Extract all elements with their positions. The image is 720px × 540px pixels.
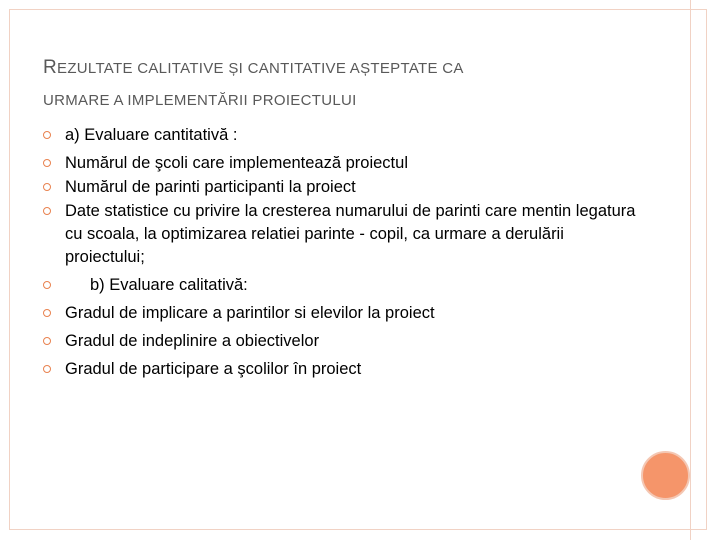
list-item-text: b) Evaluare calitativă:: [90, 276, 248, 294]
list-item: [43, 124, 643, 147]
list-item: [43, 358, 643, 381]
list-item: [43, 330, 643, 353]
list-item: [43, 274, 643, 297]
circle-bullet-icon: [43, 159, 51, 167]
slide-title: [43, 52, 663, 117]
list-item-text: Gradul de implicare a parintilor si elevilor la proiect: [65, 304, 435, 322]
circle-bullet-icon: [43, 183, 51, 191]
bullet-list: [43, 124, 643, 386]
circle-bullet-icon: [43, 365, 51, 373]
list-item-text: Numărul de şcoli care implementează proiectul: [65, 154, 408, 172]
circle-bullet-icon: [43, 207, 51, 215]
list-item: [43, 302, 643, 325]
circle-bullet-icon: [43, 337, 51, 345]
list-item-text: Gradul de participare a şcolilor în proiect: [65, 360, 362, 378]
title-line-1-text: EZULTATE CALITATIVE ȘI CANTITATIVE AȘTEPTATE CA: [57, 60, 464, 77]
title-initial: R: [43, 57, 58, 78]
list-item-text: Numărul de parinti participanti la proiect: [65, 178, 356, 196]
circle-bullet-icon: [43, 131, 51, 139]
list-item: [43, 176, 643, 199]
circle-bullet-icon: [43, 309, 51, 317]
title-line-2: URMARE A IMPLEMENTĂRII PROIECTULUI: [43, 92, 357, 109]
decorative-vertical-line: [690, 0, 691, 540]
title-line-1: [43, 52, 663, 85]
circle-bullet-icon: [43, 281, 51, 289]
list-item-text: Date statistice cu privire la cresterea numarului de parinti care mentin legatura cu scoala, la optimizarea relatiei parinte - copil, ca urmare a derulării proiectului;: [65, 202, 636, 266]
list-item-text: a) Evaluare cantitativă :: [65, 126, 238, 144]
list-item: [43, 152, 643, 175]
list-item: [43, 200, 643, 269]
list-item-text: Gradul de indeplinire a obiectivelor: [65, 332, 320, 350]
decorative-circle: [641, 451, 690, 500]
